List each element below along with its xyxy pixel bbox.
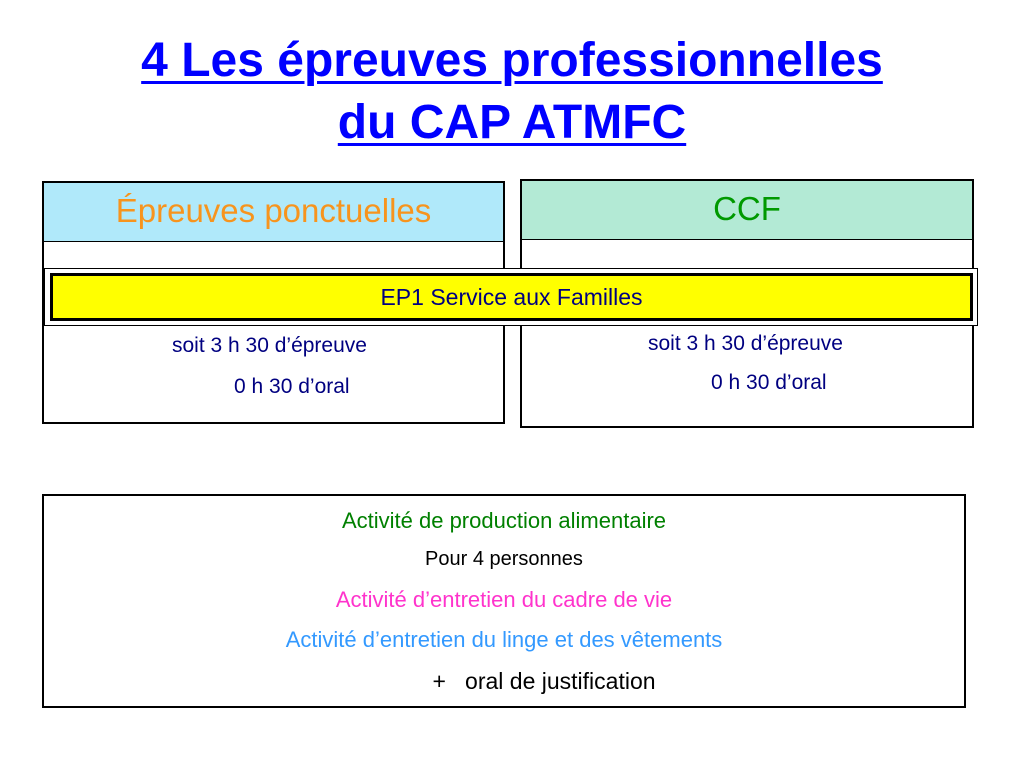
left-duration-text: soit 3 h 30 d’épreuve bbox=[172, 334, 367, 357]
plus-sign: + bbox=[432, 668, 446, 694]
activity-linge: Activité d’entretien du linge et des vêtements bbox=[285, 627, 723, 652]
oral-justification-label: oral de justification bbox=[465, 668, 656, 694]
activity-cadre-vie: Activité d’entretien du cadre de vie bbox=[335, 587, 673, 612]
activity-persons: Pour 4 personnes bbox=[425, 548, 583, 570]
epreuves-ponctuelles-header: Épreuves ponctuelles bbox=[44, 183, 503, 242]
activities-panel bbox=[42, 494, 966, 708]
ep1-band: EP1 Service aux Familles bbox=[50, 273, 973, 321]
right-oral-text: 0 h 30 d’oral bbox=[711, 371, 827, 394]
slide-title-line1: 4 Les épreuves professionnelles bbox=[141, 34, 883, 87]
activity-oral-justification bbox=[124, 668, 964, 695]
ccf-header: CCF bbox=[522, 181, 972, 240]
left-oral-text: 0 h 30 d’oral bbox=[234, 375, 350, 398]
activity-production: Activité de production alimentaire bbox=[341, 508, 667, 533]
slide-title bbox=[0, 30, 1024, 154]
right-duration-text: soit 3 h 30 d’épreuve bbox=[648, 332, 843, 355]
slide-title-line2: du CAP ATMFC bbox=[337, 96, 687, 149]
